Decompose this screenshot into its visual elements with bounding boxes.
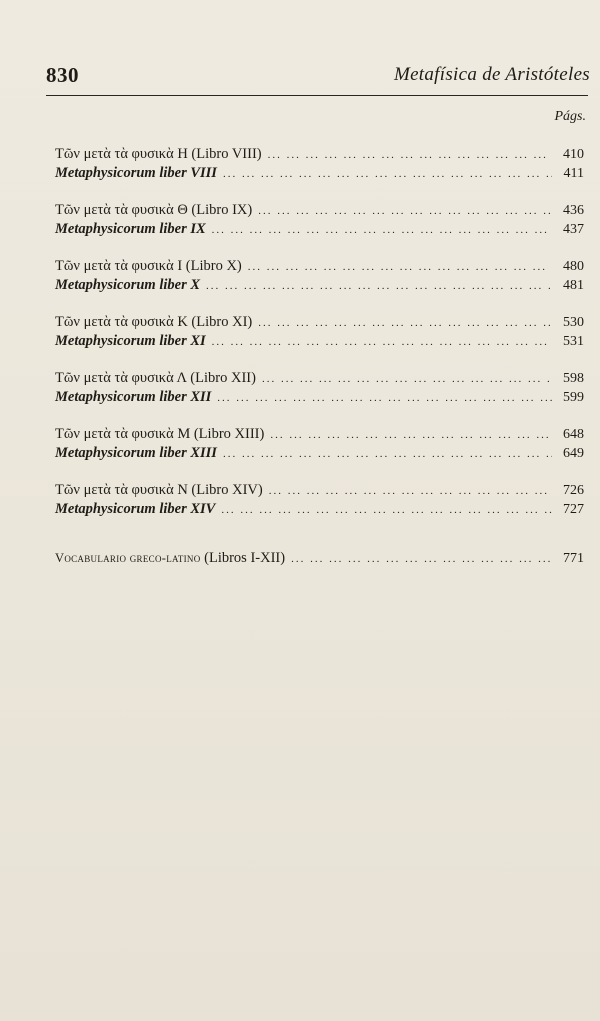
toc-entry-greek (55, 314, 584, 333)
toc-entry-page: 481 (563, 278, 584, 293)
toc-entry-title: Τῶν μετὰ τὰ φυσικὰ Λ (Libro XII) (55, 370, 256, 386)
toc-entry-vocabulary (55, 550, 584, 569)
toc-entry-page: 648 (563, 427, 584, 442)
toc-entry-title: Metaphysicorum liber XI (55, 333, 206, 349)
toc-entry-page: 649 (563, 446, 584, 461)
toc-entry-group-ix (55, 202, 584, 240)
table-of-contents (55, 146, 584, 569)
header-rule (46, 95, 588, 96)
toc-entry-page: 410 (563, 147, 584, 162)
toc-entry-title: Τῶν μετὰ τὰ φυσικὰ Κ (Libro XI) (55, 314, 253, 330)
toc-entry-page: 771 (563, 551, 584, 566)
dot-leader (206, 280, 552, 292)
toc-entry-page: 480 (563, 259, 584, 274)
toc-entry-title: Metaphysicorum liber XIV (55, 501, 216, 517)
toc-entry-group-xi (55, 314, 584, 352)
toc-entry-title: Τῶν μετὰ τὰ φυσικὰ Μ (Libro XIII) (55, 426, 265, 442)
toc-entry-page: 411 (563, 166, 584, 181)
dot-leader (212, 336, 552, 348)
dot-leader (223, 168, 552, 180)
toc-entry-page: 437 (563, 222, 584, 237)
toc-entry-greek (55, 370, 584, 389)
pages-column-label: Págs. (554, 109, 586, 124)
toc-entry-greek (55, 146, 584, 165)
dot-leader (268, 149, 552, 161)
vocabulary-title-suffix: (Libros I-XII) (204, 550, 286, 566)
toc-entry-latin (55, 389, 584, 408)
toc-entry-title: Metaphysicorum liber XII (55, 389, 212, 405)
toc-entry-latin (55, 333, 584, 352)
toc-entry-title: Τῶν μετὰ τὰ φυσικὰ Ι (Libro X) (55, 258, 242, 274)
dot-leader (291, 553, 552, 565)
dot-leader (212, 224, 552, 236)
dot-leader (270, 429, 552, 441)
page-header (46, 63, 590, 93)
toc-entry-title: Metaphysicorum liber IX (55, 221, 206, 237)
toc-entry-latin (55, 277, 584, 296)
dot-leader (262, 373, 552, 385)
toc-entry-latin (55, 501, 584, 520)
toc-entry-greek (55, 426, 584, 445)
toc-entry-title: Τῶν μετὰ τὰ φυσικὰ Θ (Libro IX) (55, 202, 253, 218)
toc-entry-group-xiii (55, 426, 584, 464)
dot-leader (223, 448, 552, 460)
running-title: Metafísica de Aristóteles (393, 64, 590, 85)
toc-entry-group-xii (55, 370, 584, 408)
toc-entry-group-viii (55, 146, 584, 184)
vocabulary-title (55, 550, 285, 567)
page-number: 830 (46, 63, 79, 87)
toc-entry-page: 726 (563, 483, 584, 498)
dot-leader (258, 205, 552, 217)
toc-entry-title: Metaphysicorum liber X (55, 277, 201, 293)
toc-entry-latin (55, 445, 584, 464)
toc-entry-page: 531 (563, 334, 584, 349)
toc-entry-greek (55, 258, 584, 277)
toc-entry-page: 599 (563, 390, 584, 405)
toc-entry-title: Τῶν μετὰ τὰ φυσικὰ Η (Libro VIII) (55, 146, 262, 162)
toc-entry-greek (55, 482, 584, 501)
toc-entry-page: 436 (563, 203, 584, 218)
dot-leader (248, 261, 552, 273)
dot-leader (258, 317, 552, 329)
toc-entry-latin (55, 221, 584, 240)
toc-entry-page: 727 (563, 502, 584, 517)
dot-leader (269, 485, 552, 497)
toc-entry-page: 598 (563, 371, 584, 386)
toc-entry-group-xiv (55, 482, 584, 520)
dot-leader (217, 392, 552, 404)
toc-entry-group-x (55, 258, 584, 296)
vocabulary-title-text: Vocabulario greco-latino (55, 551, 201, 565)
toc-entry-page: 530 (563, 315, 584, 330)
toc-entry-title: Metaphysicorum liber VIII (55, 165, 217, 181)
toc-entry-latin (55, 165, 584, 184)
toc-entry-title: Metaphysicorum liber XIII (55, 445, 217, 461)
dot-leader (221, 504, 552, 516)
toc-entry-title: Τῶν μετὰ τὰ φυσικὰ Ν (Libro XIV) (55, 482, 263, 498)
toc-entry-greek (55, 202, 584, 221)
